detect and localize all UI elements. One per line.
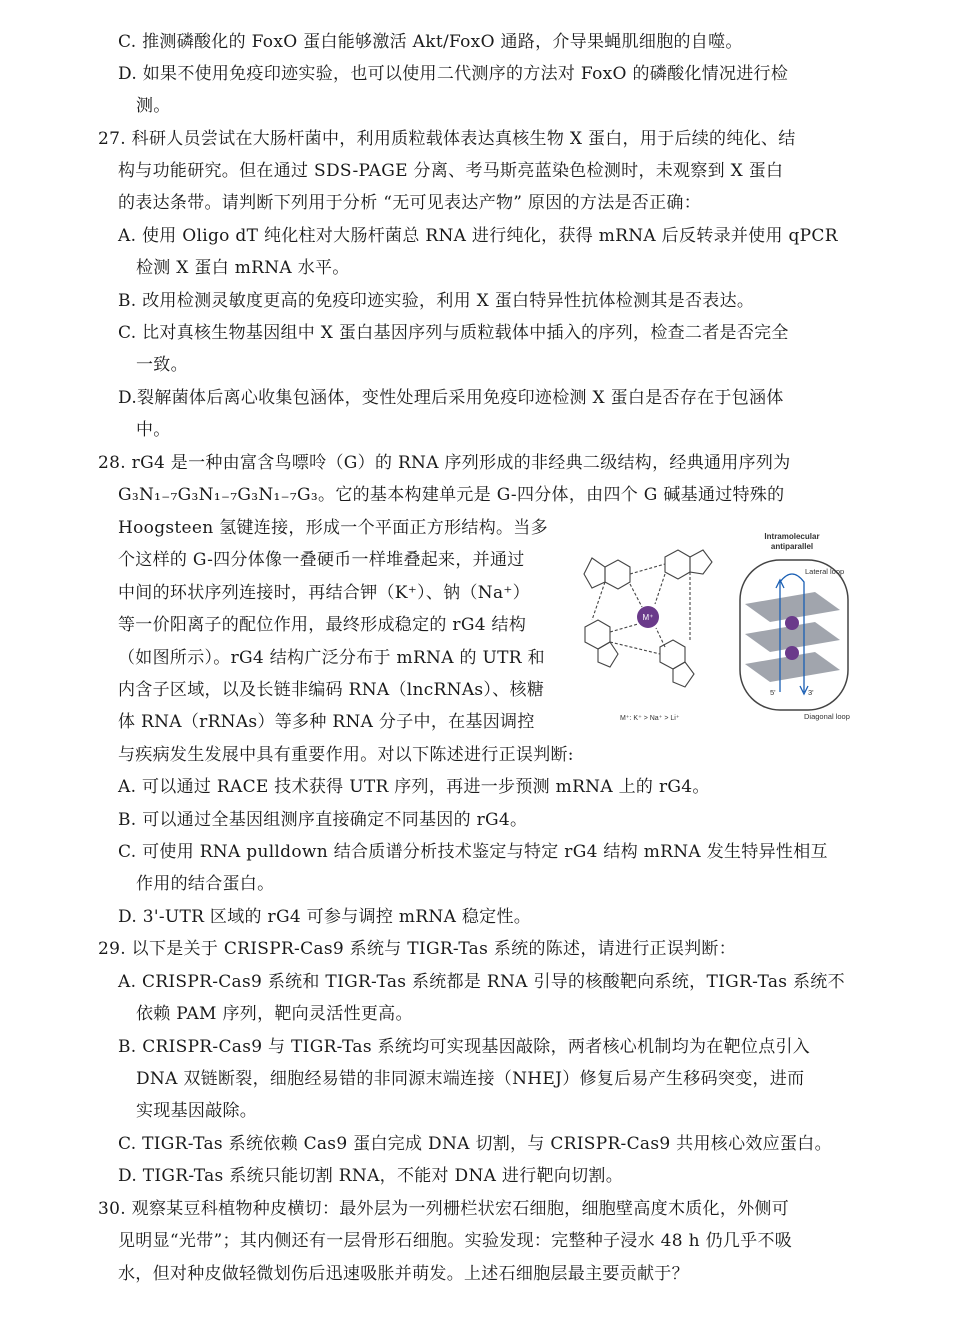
q28-option-b: B. 可以通过全基因组测序直接确定不同基因的 rG4。 (118, 810, 528, 830)
q30-stem: 30. 观察某豆科植物种皮横切：最外层为一列栅栏状宏石细胞，细胞壁高度木质化，外侧可 (98, 1199, 790, 1219)
q28-stem-cont-4: 等一价阳离子的配位作用，最终形成稳定的 rG4 结构 (118, 615, 527, 635)
ion-coordination (656, 628, 665, 647)
q27-option-b: B. 改用检测灵敏度更高的免疫印迹实验，利用 X 蛋白特异性抗体检测其是否表达。 (118, 291, 755, 311)
q26-option-d-cont: 测。 (136, 96, 171, 116)
q26-option-c: C. 推测磷酸化的 FoxO 蛋白能够激活 Akt/FoxO 通路，介导果蝇肌细胞的自噬。 (118, 32, 743, 52)
q29-option-a: A. CRISPR-Cas9 系统和 TIGR-Tas 系统都是 RNA 引导的核酸靶向系统，TIGR-Tas 系统不 (118, 972, 845, 992)
q27-stem: 27. 科研人员尝试在大肠杆菌中，利用质粒载体表达真核生物 X 蛋白，用于后续的纯化、结 (98, 129, 796, 149)
q27-option-a-cont: 检测 X 蛋白 mRNA 水平。 (136, 258, 350, 278)
lateral-loop-label: Lateral loop (805, 567, 845, 576)
q29-option-b: B. CRISPR-Cas9 与 TIGR-Tas 系统均可实现基因敲除，两者核心机制均为在靶位点引入 (118, 1037, 811, 1057)
q30-stem-cont-2: 水，但对种皮做轻微划伤后迅速吸胀并萌发。上述石细胞层最主要贡献于？ (118, 1264, 689, 1284)
guanine-ring5-top-right (690, 550, 712, 574)
q27-option-c: C. 比对真核生物基因组中 X 蛋白基因序列与质粒载体中插入的序列，检查二者是否完全 (118, 323, 789, 343)
q28-option-a: A. 可以通过 RACE 技术获得 UTR 序列，再进一步预测 mRNA 上的 rG4。 (118, 777, 710, 797)
q27-option-d: D.裂解菌体后离心收集包涵体，变性处理后采用免疫印迹检测 X 蛋白是否存在于包涵体 (118, 388, 784, 408)
rg4-structure-figure (570, 522, 870, 732)
q29-option-b-cont-2: 实现基因敲除。 (136, 1101, 258, 1121)
three-prime-label: 3' (808, 688, 814, 697)
q29-option-b-cont-1: DNA 双链断裂，细胞经易错的非同源末端连接（NHEJ）修复后易产生移码突变，进而 (136, 1069, 805, 1089)
ion-order-caption: M⁺: K⁺ > Na⁺ > Li⁺ (620, 715, 680, 722)
guanine-ring-top-right (665, 550, 690, 579)
guanine-ring5-bottom-right (673, 662, 694, 687)
q27-stem-cont-1: 构与功能研究。但在通过 SDS-PAGE 分离、考马斯亮蓝染色检测时，未观察到 X 蛋白 (118, 161, 784, 181)
q28-stem-cont-7: 体 RNA（rRNAs）等多种 RNA 分子中，在基因调控 (118, 712, 535, 732)
q27-option-c-cont: 一致。 (136, 355, 188, 375)
q28-stem-cont-3: 中间的环状序列连接时，再结合钾（K⁺）、钠（Na⁺） (118, 583, 530, 603)
q27-option-a: A. 使用 Oligo dT 纯化柱对大肠杆菌总 RNA 进行纯化，获得 mRNA 后反转录并使用 qPCR (118, 226, 838, 246)
q28-option-d: D. 3'-UTR 区域的 rG4 可参与调控 mRNA 稳定性。 (118, 907, 532, 927)
q29-option-c: C. TIGR-Tas 系统依赖 Cas9 蛋白完成 DNA 切割，与 CRISPR-Cas9 共用核心效应蛋白。 (118, 1134, 832, 1154)
q26-option-d: D. 如果不使用免疫印迹实验，也可以使用二代测序的方法对 FoxO 的磷酸化情况进行检 (118, 64, 789, 84)
q28-stem-cont-5: （如图所示）。rG4 结构广泛分布于 mRNA 的 UTR 和 (118, 648, 545, 668)
ion-coordination (610, 624, 638, 632)
figure-title-line1: Intramolecular (764, 532, 820, 541)
guanine-ring5-bottom-left (598, 642, 618, 667)
figure-title-line2: antiparallel (770, 542, 814, 551)
q28-stem: 28. rG4 是一种由富含鸟嘌呤（G）的 RNA 序列形成的非经典二级结构，经典通用序列为 (98, 453, 791, 473)
q30-stem-cont-1: 见明显“光带”；其内侧还有一层骨形石细胞。实验发现：完整种子浸水 48 h 仍几乎不吸 (118, 1231, 793, 1251)
cation-upper (785, 616, 799, 630)
cation-label: M⁺ (642, 613, 654, 622)
q27-stem-cont-2: 的表达条带。请判断下列用于分析 “无可见表达产物” 原因的方法是否正确： (118, 193, 701, 213)
q28-stem-cont-8: 与疾病发生发展中具有重要作用。对以下陈述进行正误判断: (118, 745, 574, 765)
ion-coordination (655, 574, 665, 604)
q28-stem-cont-6: 内含子区域，以及长链非编码 RNA（lncRNAs）、核糖 (118, 680, 545, 700)
hoogsteen-bond (610, 642, 660, 654)
q29-stem: 29. 以下是关于 CRISPR-Cas9 系统与 TIGR-Tas 系统的陈述，请进行正误判断： (98, 939, 737, 959)
q28-stem-cont-1: Hoogsteen 氢键连接，形成一个平面正方形结构。当多 (118, 518, 548, 538)
five-prime-label: 5' (770, 688, 776, 697)
q28-stem-cont-2: 个这样的 G-四分体像一叠硬币一样堆叠起来，并通过 (118, 550, 525, 570)
diagonal-loop-label: Diagonal loop (804, 712, 850, 721)
q28-sequence: G₃N₁₋₇G₃N₁₋₇G₃N₁₋₇G₃。它的基本构建单元是 G-四分体，由四个 G 碱基通过特殊的 (118, 485, 785, 505)
hoogsteen-bond (630, 564, 665, 574)
q29-option-d: D. TIGR-Tas 系统只能切割 RNA，不能对 DNA 进行靶向切割。 (118, 1166, 624, 1186)
guanine-ring5-top-left (584, 558, 605, 588)
q27-option-d-cont: 中。 (136, 420, 171, 440)
guanine-ring-top-left (605, 560, 630, 589)
cation-lower (785, 646, 799, 660)
ion-coordination (630, 584, 642, 607)
q29-option-a-cont: 依赖 PAM 序列，靶向灵活性更高。 (136, 1004, 413, 1024)
quartet-plates (745, 592, 840, 682)
q28-option-c-cont: 作用的结合蛋白。 (136, 874, 275, 894)
q28-option-c: C. 可使用 RNA pulldown 结合质谱分析技术鉴定与特定 rG4 结构 mRNA 发生特异性相互 (118, 842, 828, 862)
